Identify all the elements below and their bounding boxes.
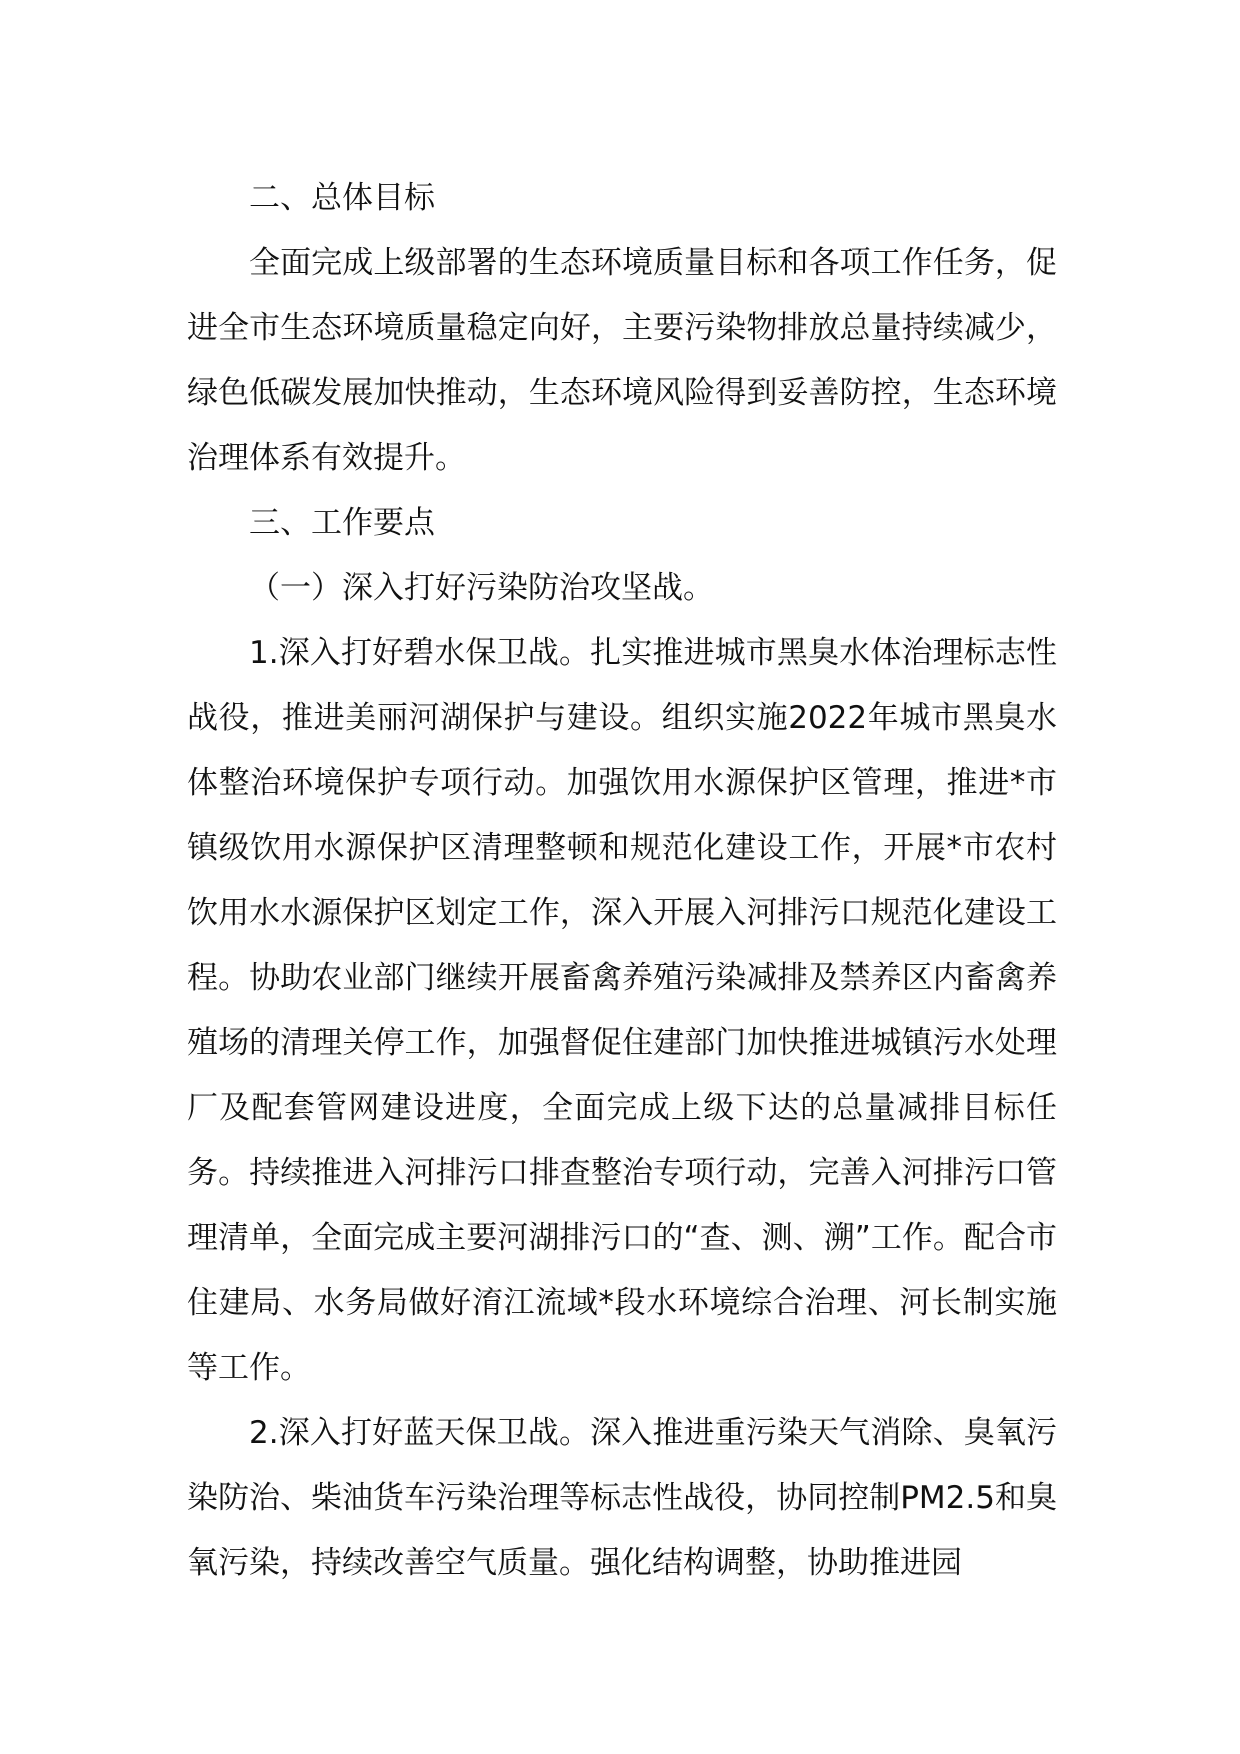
- paragraph-blue-sky-battle: 2.深入打好蓝天保卫战。深入推进重污染天气消除、臭氧污染防治、柴油货车污染治理等标志性战役，协同控制PM2.5和臭氧污染，持续改善空气质量。强化结构调整，协助推进园: [187, 1415, 1057, 1581]
- document-body: [187, 166, 1057, 1596]
- paragraph-overall-goals: 全面完成上级部署的生态环境质量目标和各项工作任务，促进全市生态环境质量稳定向好，主要污染物排放总量持续减少，绿色低碳发展加快推动，生态环境风险得到妥善防控，生态环境治理体系有效提升。: [187, 245, 1057, 476]
- subsection-heading-pollution-control: （一）深入打好污染防治攻坚战。: [249, 570, 714, 606]
- section-heading-work-points: 三、工作要点: [249, 505, 435, 541]
- section-heading-overall-goals: 二、总体目标: [249, 180, 435, 216]
- paragraph-clear-water-battle: 1.深入打好碧水保卫战。扎实推进城市黑臭水体治理标志性战役，推进美丽河湖保护与建设。组织实施2022年城市黑臭水体整治环境保护专项行动。加强饮用水源保护区管理，推进*市镇级饮用水源保护区清理整顿和规范化建设工作，开展*市农村饮用水水源保护区划定工作，深入开展入河排污口规范化建设工程。协助农业部门继续开展畜禽养殖污染减排及禁养区内畜禽养殖场的清理关停工作，加强督促住建部门加快推进城镇污水处理厂及配套管网建设进度，全面完成上级下达的总量减排目标任务。持续推进入河排污口排查整治专项行动，完善入河排污口管理清单，全面完成主要河湖排污口的“查、测、溯”工作。配合市住建局、水务局做好淯江流域*段水环境综合治理、河长制实施等工作。: [187, 635, 1057, 1386]
